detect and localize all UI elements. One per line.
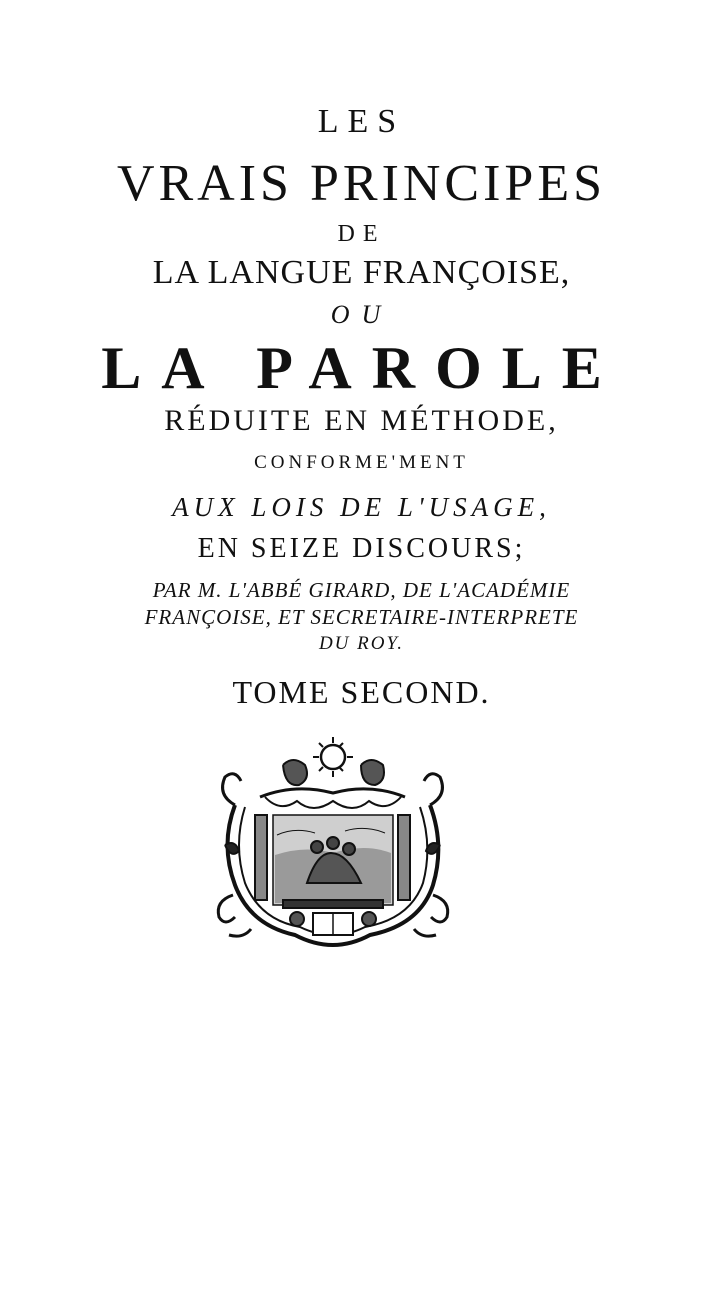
title-line-la-parole: LA PAROLE bbox=[101, 335, 622, 401]
title-line-main: VRAIS PRINCIPES bbox=[116, 155, 607, 212]
subtitle-line-discours: EN SEIZE DISCOURS; bbox=[197, 533, 526, 564]
subtitle-line-usage: AUX LOIS DE L'USAGE, bbox=[172, 492, 551, 522]
author-line-2: FRANÇOISE, ET SECRETAIRE-INTERPRETE bbox=[144, 605, 579, 629]
title-line-langue: LA LANGUE FRANÇOISE, bbox=[152, 254, 571, 291]
title-line-les: LES bbox=[317, 103, 406, 140]
printers-ornament-vignette-icon bbox=[205, 735, 460, 960]
author-line-3: DU ROY. bbox=[318, 633, 405, 654]
title-line-ou: OU bbox=[330, 300, 393, 329]
title-line-de: DE bbox=[337, 221, 386, 247]
author-line-1: PAR M. L'ABBÉ GIRARD, DE L'ACADÉMIE bbox=[152, 578, 571, 602]
subtitle-line-methode: RÉDUITE EN MÉTHODE, bbox=[164, 404, 559, 437]
subtitle-line-conformement: CONFORME'MENT bbox=[254, 452, 469, 473]
volume-label: TOME SECOND. bbox=[232, 674, 491, 710]
